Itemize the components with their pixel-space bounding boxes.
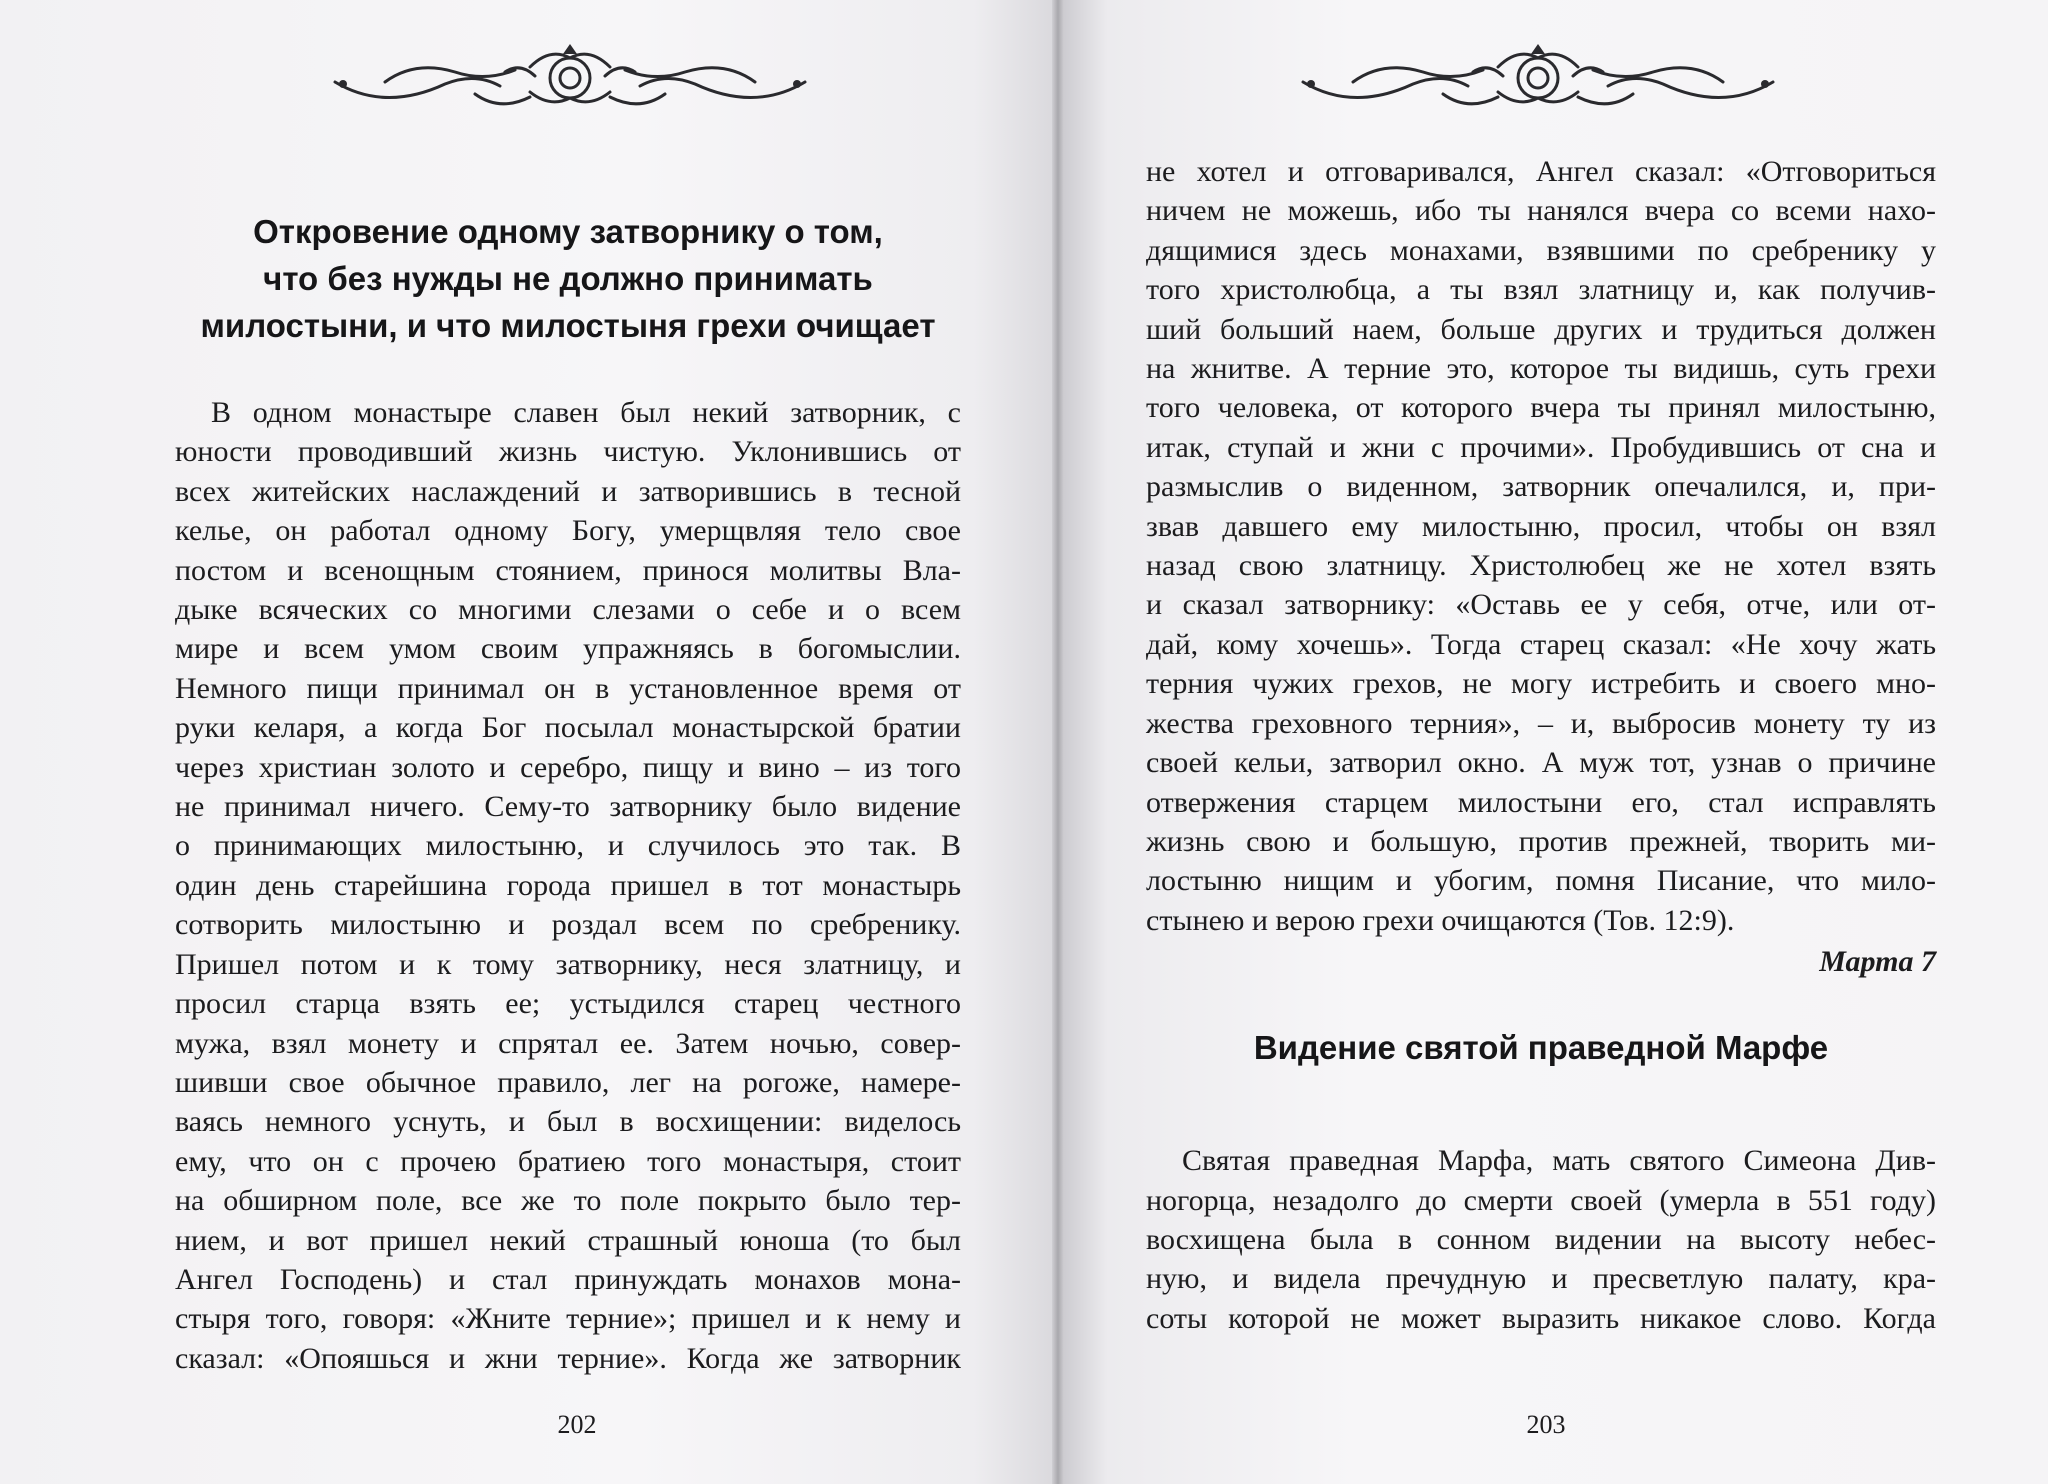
book-gutter xyxy=(1052,0,1064,1484)
text-line: назад свою златницу. Христолюбец же не хотел взять xyxy=(1146,549,1936,583)
title-line: Откровение одному затворнику о том, xyxy=(253,213,883,250)
text-line: ную, и видела пречудную и пресветлую палату, кра- xyxy=(1146,1262,1936,1296)
title-line: милостыни, и что милостыня грехи очищает xyxy=(200,307,936,344)
text-line: того христолюбца, а ты взял златницу и, как получив- xyxy=(1146,273,1936,307)
text-line: о принимающих милостыню, и случилось это так. В xyxy=(175,829,961,863)
text-line: и сказал затворнику: «Оставь ее у себя, отче, или от- xyxy=(1146,588,1936,622)
text-line: размыслив о виденном, затворник опечалился, и, при- xyxy=(1146,470,1936,504)
text-line: дящимися здесь монахами, взявшими по сребренику у xyxy=(1146,233,1936,267)
body-text xyxy=(1146,152,1936,940)
text-line: сотворить милостыню и роздал всем по сребренику. xyxy=(175,908,961,942)
text-line: келье, он работал одному Богу, умерщвляя тело свое xyxy=(175,514,961,548)
text-line: Святая праведная Марфа, мать святого Симеона Див- xyxy=(1182,1144,1936,1178)
text-line: юности проводивший жизнь чистую. Уклонившись от xyxy=(175,435,961,469)
text-line: восхищена была в сонном видении на высоту небес- xyxy=(1146,1222,1936,1256)
text-line: нием, и вот пришел некий страшный юноша (то был xyxy=(175,1223,961,1257)
text-line: жества греховного терния», – и, выбросив монету ту из xyxy=(1146,706,1936,740)
text-line: своей кельи, затворил окно. А муж тот, узнав о причине xyxy=(1146,746,1936,780)
ornament-headpiece-icon xyxy=(1293,42,1783,122)
text-line: мире и всем умом своим упражняясь в богомыслии. xyxy=(175,632,961,666)
text-line: шивши свое обычное правило, лег на рогоже, намере- xyxy=(175,1065,961,1099)
text-line: ший больший наем, больше других и трудиться должен xyxy=(1146,312,1936,346)
right-text-block xyxy=(1146,152,1936,1338)
text-line: руки келаря, а когда Бог посылал монастырской братии xyxy=(175,711,961,745)
text-line: стыря того, говоря: «Жните терние»; пришел и к нему и xyxy=(175,1302,961,1336)
text-line: просил старца взять ее; устыдился старец честного xyxy=(175,987,961,1021)
text-line: ногорца, незадолго до смерти своей (умерла в 551 году) xyxy=(1146,1183,1936,1217)
text-line: один день старейшина города пришел в тот монастырь xyxy=(175,868,961,902)
text-line: ему, что он с прочею братиею того монастыря, стоит xyxy=(175,1144,961,1178)
chapter-title xyxy=(175,208,961,349)
date-reference: Марта 7 xyxy=(1819,945,1936,979)
text-line: на обширном поле, все же то поле покрыто было тер- xyxy=(175,1184,961,1218)
title-line: что без нужды не должно принимать xyxy=(263,260,873,297)
text-line: терния чужих грехов, не могу истребить и своего мно- xyxy=(1146,667,1936,701)
text-line: лостыню нищим и убогим, помня Писание, что мило- xyxy=(1146,864,1936,898)
text-line: отвержения старцем милостыни его, стал исправлять xyxy=(1146,785,1936,819)
text-line: жизнь свою и большую, против прежней, творить ми- xyxy=(1146,824,1936,858)
body-text xyxy=(175,393,961,1378)
text-line: через христиан золото и серебро, пищу и вино – из того xyxy=(175,750,961,784)
text-line: Ангел Господень) и стал принуждать монахов мона- xyxy=(175,1262,961,1296)
text-line: постом и всенощным стоянием, принося молитвы Вла- xyxy=(175,553,961,587)
text-line: дай, кому хочешь». Тогда старец сказал: «Не хочу жать xyxy=(1146,627,1936,661)
text-line: Немного пищи принимал он в установленное время от xyxy=(175,671,961,705)
text-line: звав давшего ему милостыню, просил, чтобы он взял xyxy=(1146,509,1936,543)
text-line: дыке всяческих со многими слезами о себе и о всем xyxy=(175,593,961,627)
text-line: на жнитве. А терние это, которое ты видишь, суть грехи xyxy=(1146,352,1936,386)
text-line: итак, ступай и жни с прочими». Пробудившись от сна и xyxy=(1146,430,1936,464)
text-line: соты которой не может выразить никакое слово. Когда xyxy=(1146,1301,1936,1335)
text-line: не хотел и отговаривался, Ангел сказал: «Отговориться xyxy=(1146,155,1936,188)
page-number: 203 xyxy=(1526,1410,1566,1439)
body-text xyxy=(1146,1141,1936,1338)
text-line: не принимал ничего. Сему-то затворнику было видение xyxy=(175,790,961,824)
text-line: ваясь немного уснуть, и был в восхищении: виделось xyxy=(175,1105,961,1139)
right-page xyxy=(1058,0,2048,1484)
text-line: всех житейских наслаждений и затворившись в тесной xyxy=(175,474,961,508)
text-line: сказал: «Опояшься и жни терние». Когда же затворник xyxy=(175,1341,961,1375)
text-line: мужа, взял монету и спрятал ее. Затем ночью, совер- xyxy=(175,1026,961,1060)
left-text-block xyxy=(175,160,961,1378)
text-line: стынею и верою грехи очищаются (Тов. 12:9). xyxy=(1146,903,1735,937)
page-number: 202 xyxy=(557,1410,597,1439)
text-line: Пришел потом и к тому затворнику, неся златницу, и xyxy=(175,947,961,981)
text-line: ничем не можешь, ибо ты нанялся вчера со всеми нахо- xyxy=(1146,194,1936,228)
ornament-headpiece-icon xyxy=(325,42,815,122)
text-line: того человека, от которого вчера ты принял милостыню, xyxy=(1146,391,1936,425)
text-line: В одном монастыре славен был некий затворник, с xyxy=(211,396,961,429)
chapter-title: Видение святой праведной Марфе xyxy=(1253,1029,1829,1067)
